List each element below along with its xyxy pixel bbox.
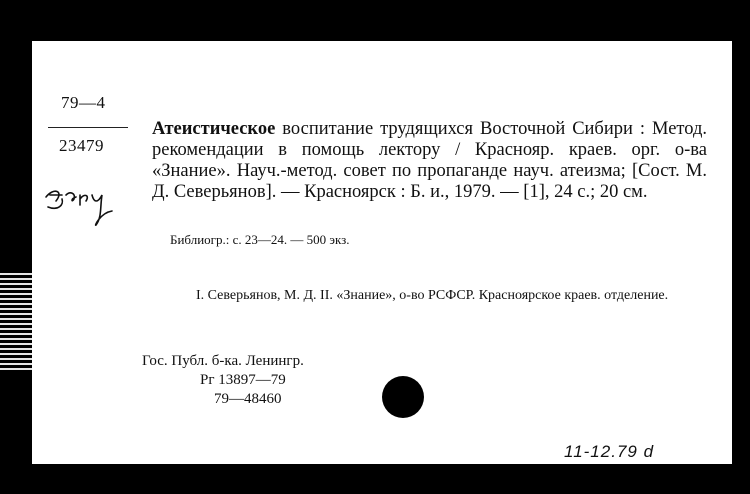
call-number-bottom: 23479 (59, 136, 104, 155)
library-name: Гос. Публ. б-ка. Ленингр. (142, 353, 304, 369)
ink-blot (382, 376, 424, 418)
tracings: I. Северьянов, М. Д. II. «Знание», о-во РСФСР. Красноярское краев. отделение. (196, 288, 669, 303)
library-reg-number: Рг 13897—79 (200, 372, 286, 388)
call-number-top: 79—4 (61, 93, 106, 112)
library-holdings (142, 352, 304, 409)
catalog-card (32, 41, 732, 464)
main-entry (152, 119, 707, 203)
entry-title-word: Атеистическое (152, 119, 276, 139)
bibliography-note: Библиогр.: с. 23—24. — 500 экз. (170, 232, 350, 247)
date-stamp: 11-12.79 d (564, 442, 655, 461)
call-number-divider (48, 127, 128, 128)
library-card-number: 79—48460 (214, 391, 282, 407)
handwritten-note-signature (40, 181, 120, 231)
scan-edge-artifact (0, 270, 32, 370)
entry-description: воспитание трудящихся Восточной Сибири : Метод. рекомендации в помощь лектору / Краснояр. краев. орг. о-ва «Знание». Науч.-метод. совет по пропаганде науч. атеизма; [Сост. М. Д. Северьянов]. — Красноярск : Б. и., 1979. — [1], 24 с.; 20 см. (152, 119, 707, 202)
